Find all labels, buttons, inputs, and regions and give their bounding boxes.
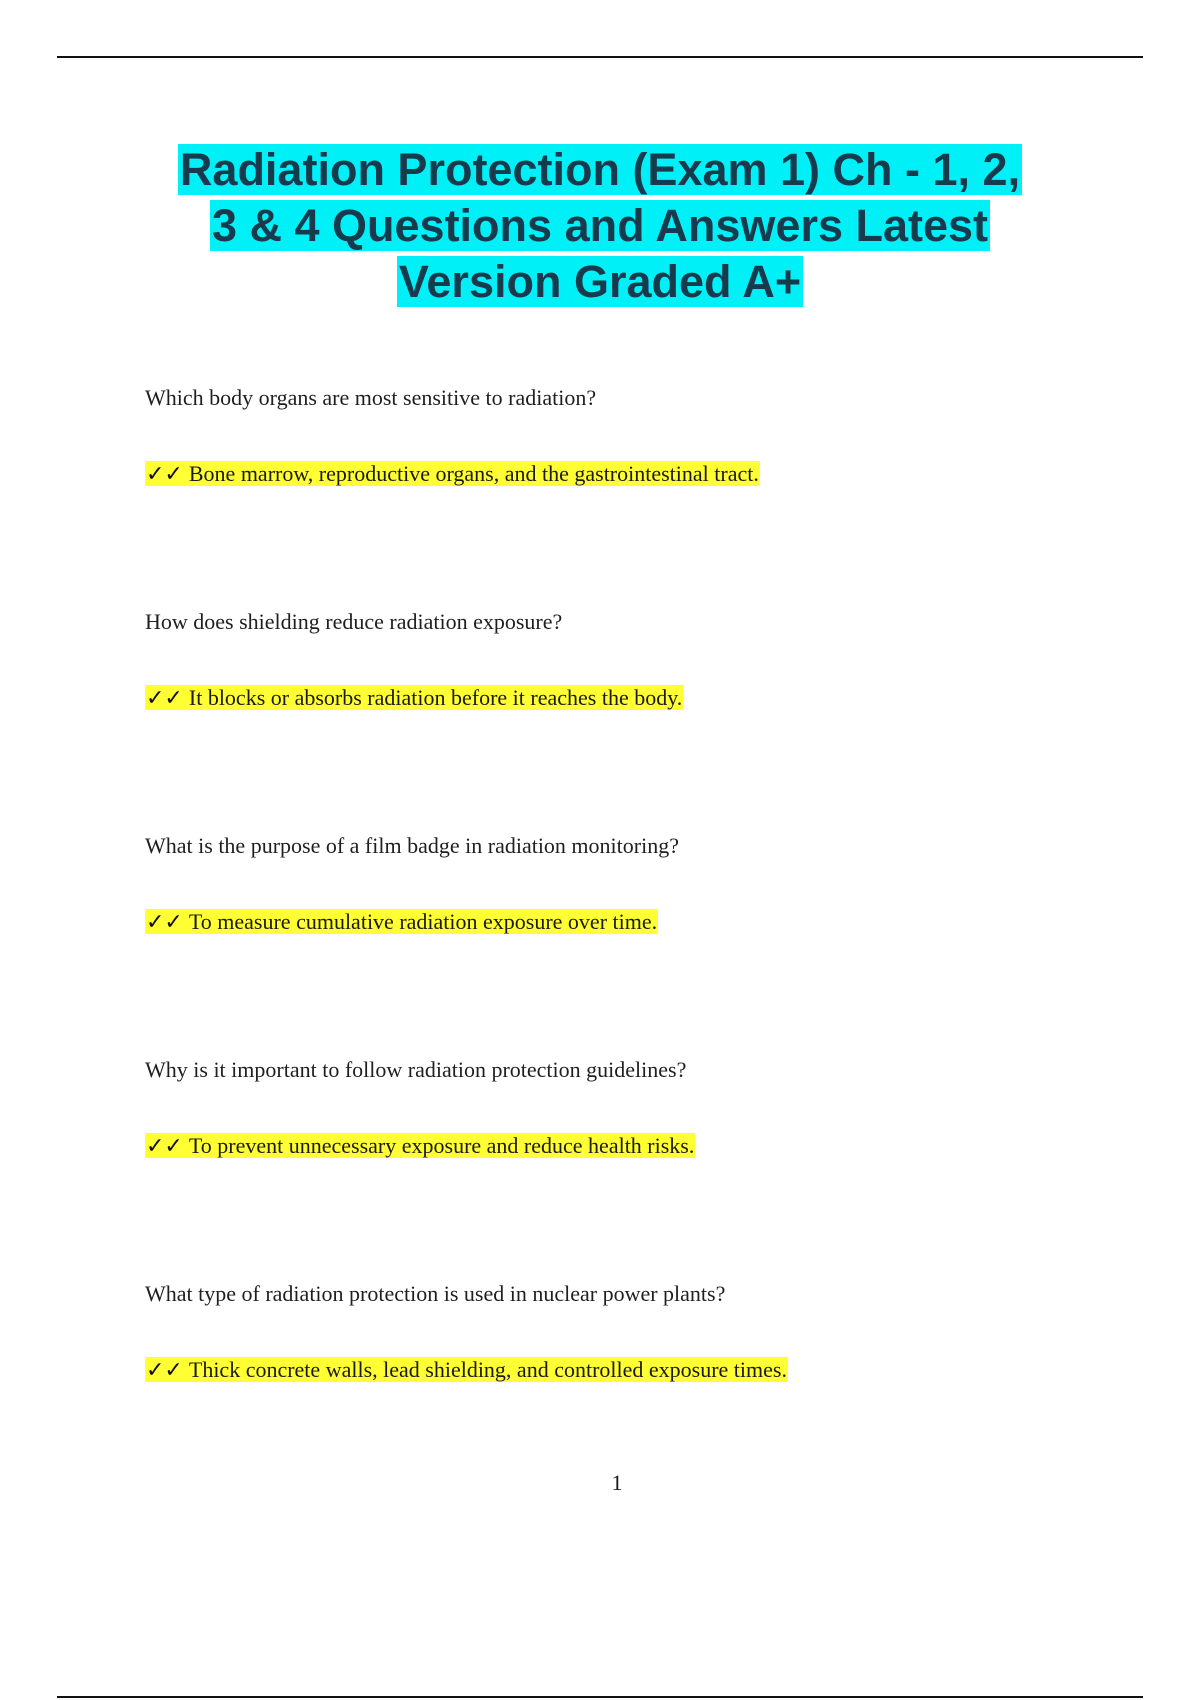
document-title: [100, 142, 1100, 310]
qa-item: [145, 832, 1095, 935]
check-icon: ✓✓: [146, 686, 183, 711]
check-icon: ✓✓: [146, 1358, 183, 1383]
answer: [145, 1355, 788, 1386]
answer: [145, 683, 683, 714]
title-line-2: 3 & 4 Questions and Answers Latest: [211, 200, 989, 251]
top-rule: [57, 56, 1143, 58]
answer-text: To measure cumulative radiation exposure over time.: [188, 909, 658, 934]
check-icon: ✓✓: [146, 462, 183, 487]
question-text: What type of radiation protection is used in nuclear power plants?: [145, 1281, 726, 1306]
answer-highlight: [145, 685, 683, 710]
answer-highlight: [145, 461, 760, 486]
answer: [145, 459, 760, 490]
answer-text: Thick concrete walls, lead shielding, and controlled exposure times.: [188, 1357, 787, 1382]
answer-highlight: [145, 1357, 788, 1382]
answer-text: It blocks or absorbs radiation before it reaches the body.: [188, 685, 683, 710]
qa-item: [145, 1280, 1095, 1383]
question-text: What is the purpose of a film badge in radiation monitoring?: [145, 833, 679, 858]
answer-text: To prevent unnecessary exposure and reduce health risks.: [188, 1133, 695, 1158]
question-text: Why is it important to follow radiation protection guidelines?: [145, 1057, 687, 1082]
answer: [145, 1131, 695, 1162]
answer: [145, 907, 658, 938]
qa-item: [145, 1056, 1095, 1159]
check-icon: ✓✓: [146, 910, 183, 935]
title-line-3: Version Graded A+: [398, 256, 802, 307]
answer-text: Bone marrow, reproductive organs, and the gastrointestinal tract.: [188, 461, 759, 486]
page-number: 1: [611, 1470, 623, 1495]
question-text: Which body organs are most sensitive to radiation?: [145, 385, 597, 410]
question-text: How does shielding reduce radiation exposure?: [145, 609, 563, 634]
check-icon: ✓✓: [146, 1134, 183, 1159]
answer-highlight: [145, 1133, 695, 1158]
qa-item: [145, 608, 1095, 711]
answer-highlight: [145, 909, 658, 934]
qa-item: [145, 384, 1095, 487]
bottom-rule: [57, 1696, 1143, 1698]
title-line-1: Radiation Protection (Exam 1) Ch - 1, 2,: [179, 144, 1021, 195]
